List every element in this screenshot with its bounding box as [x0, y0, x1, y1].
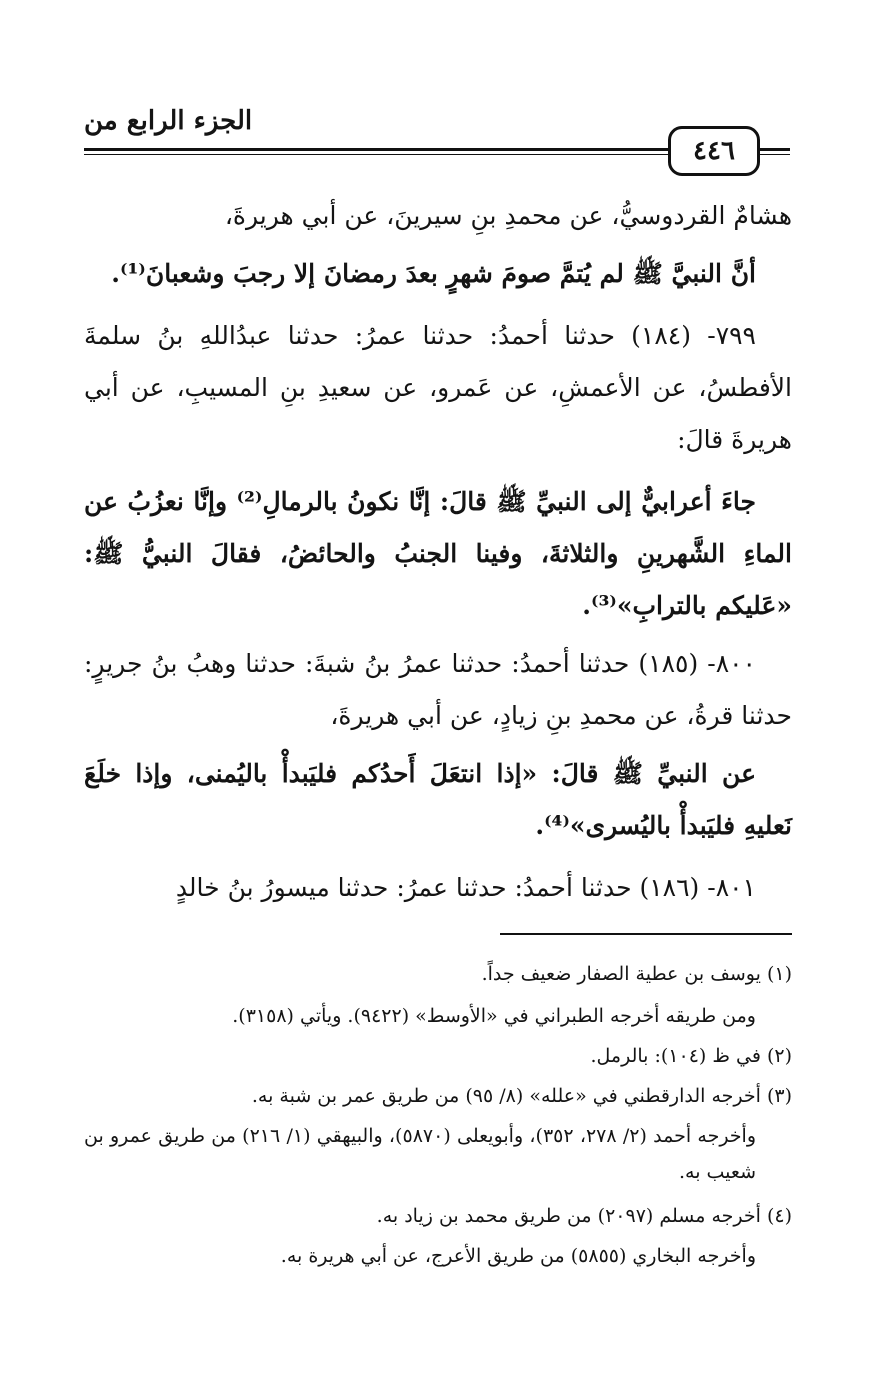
- footnote-separator: [500, 933, 792, 935]
- footnote-3: (٣) أخرجه الدارقطني في «علله» (٨/ ٩٥) من طريق عمر بن شبة به.: [251, 1085, 792, 1107]
- paragraph-isnad-799: ٧٩٩- (١٨٤) حدثنا أحمدُ: حدثنا عمرُ: حدثنا عبدُاللهِ بنُ سلمةَ الأفطسُ، عن الأعمشِ، عن عَمرو، عن سعيدِ بنِ المسيبِ، عن أبي هريرةَ قالَ:: [84, 321, 792, 454]
- page-number-text: ٤٤٦: [693, 136, 735, 166]
- paragraph-isnad-1: هشامٌ القردوسيُّ، عن محمدِ بنِ سيرينَ، عن أبي هريرةَ،: [224, 201, 792, 230]
- running-title: الجزء الرابع من: [84, 106, 253, 136]
- paragraph-isnad-801: ٨٠١- (١٨٦) حدثنا أحمدُ: حدثنا عمرُ: حدثنا ميسورُ بنُ خالدٍ: [175, 873, 756, 902]
- paragraph-isnad-800: ٨٠٠- (١٨٥) حدثنا أحمدُ: حدثنا عمرُ بنُ شبةَ: حدثنا وهبُ بنُ جريرٍ: حدثنا قرةُ، عن محمدِ بنِ زيادٍ، عن أبي هريرةَ،: [84, 649, 792, 730]
- paragraph-hadith-800: عن النبيِّ ﷺ قالَ: «إذا انتعَلَ أَحدُكم فليَبدأْ باليُمنى، وإذا خلَعَ نَعليهِ فليَبدأْ باليُسرى»⁽⁴⁾.: [84, 759, 792, 840]
- paragraph-hadith-799: جاءَ أعرابيٌّ إلى النبيِّ ﷺ قالَ: إنَّا نكونُ بالرمالِ⁽²⁾ وإنَّا نعزُبُ عن الماءِ الشَّهرينِ والثلاثةَ، وفينا الجنبُ والحائضُ، فقالَ النبيُّ ﷺ: «عَليكم بالترابِ»⁽³⁾.: [84, 487, 792, 620]
- footnote-1: (١) يوسف بن عطية الصفار ضعيف جداً.: [481, 963, 792, 985]
- footnote-4-continued: وأخرجه البخاري (٥٨٥٥) من طريق الأعرج، عن أبي هريرة به.: [280, 1245, 756, 1267]
- paragraph-hadith-1: أنَّ النبيَّ ﷺ لم يُتمَّ صومَ شهرٍ بعدَ رمضانَ إلا رجبَ وشعبانَ⁽¹⁾.: [111, 259, 756, 288]
- footnote-2: (٢) في ظ (١٠٤): بالرمل.: [590, 1045, 792, 1067]
- page-number: [668, 126, 760, 176]
- footnote-4: (٤) أخرجه مسلم (٢٠٩٧) من طريق محمد بن زياد به.: [376, 1205, 792, 1227]
- footnote-3-continued: وأخرجه أحمد (٢/ ٢٧٨، ٣٥٢)، وأبويعلى (٥٨٧٠)، والبيهقي (١/ ٢١٦) من طريق عمرو بن شعيب به.: [84, 1125, 757, 1183]
- footnote-1-continued: ومن طريقه أخرجه الطبراني في «الأوسط» (٩٤٢٢). ويأتي (٣١٥٨).: [232, 1005, 756, 1027]
